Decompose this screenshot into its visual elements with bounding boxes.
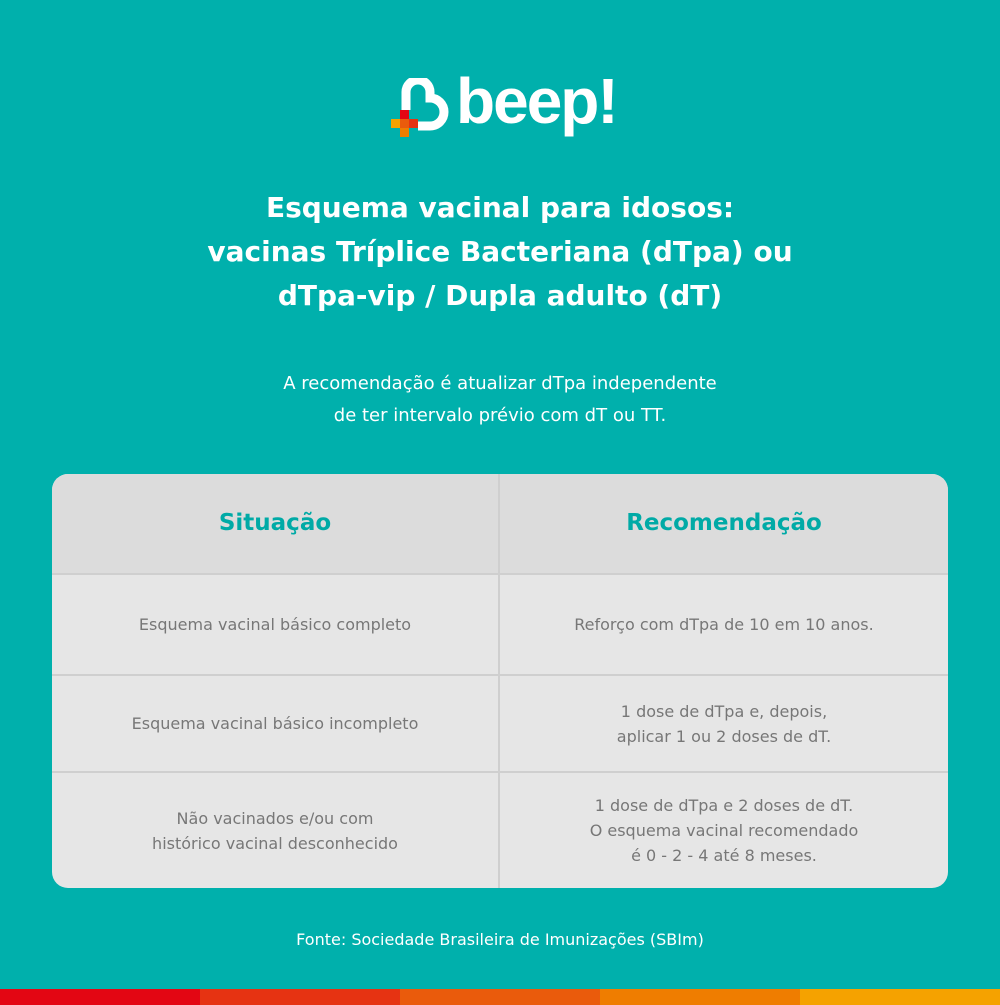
title-line: Esquema vacinal para idosos: [265,191,735,224]
table-row [52,676,948,773]
stripe-segment [200,989,400,1005]
header-recomendacao: Recomendação [626,510,822,536]
situation-cell: Esquema vacinal básico incompleto [52,676,500,771]
logo-text: beep! [456,65,617,137]
heart-cross-icon [388,78,458,146]
recommendation-cell: 1 dose de dTpa e 2 doses de dT. O esquema vacinal recomendado é 0 - 2 - 4 até 8 meses. [589,796,859,865]
source-note: Fonte: Sociedade Brasileira de Imunizações (SBIm) [296,930,704,949]
table-header [52,474,948,575]
beep-logo [388,65,618,146]
title-line: dTpa-vip / Dupla adulto (dT) [277,279,723,312]
recommendation-cell: Reforço com dTpa de 10 em 10 anos. [574,615,874,634]
subtitle-line: de ter intervalo prévio com dT ou TT. [333,405,667,426]
title-line: vacinas Tríplice Bacteriana (dTpa) ou [207,235,793,268]
stripe-segment [800,989,1000,1005]
stripe-segment [600,989,800,1005]
situation-cell: Esquema vacinal básico completo [52,575,500,674]
header-situacao: Situação [52,474,500,573]
stripe-segment [400,989,600,1005]
subtitle-line: A recomendação é atualizar dTpa independente [283,373,717,394]
stripe-segment [0,989,200,1005]
recommendation-cell: 1 dose de dTpa e, depois, aplicar 1 ou 2 doses de dT. [616,701,832,746]
table-row [52,773,948,888]
table-row [52,575,948,676]
subtitle [0,368,1000,432]
color-stripe [0,989,1000,1005]
vaccine-table [52,474,948,888]
situation-cell: Não vacinados e/ou com histórico vacinal desconhecido [52,773,500,888]
page-title [0,186,1000,318]
